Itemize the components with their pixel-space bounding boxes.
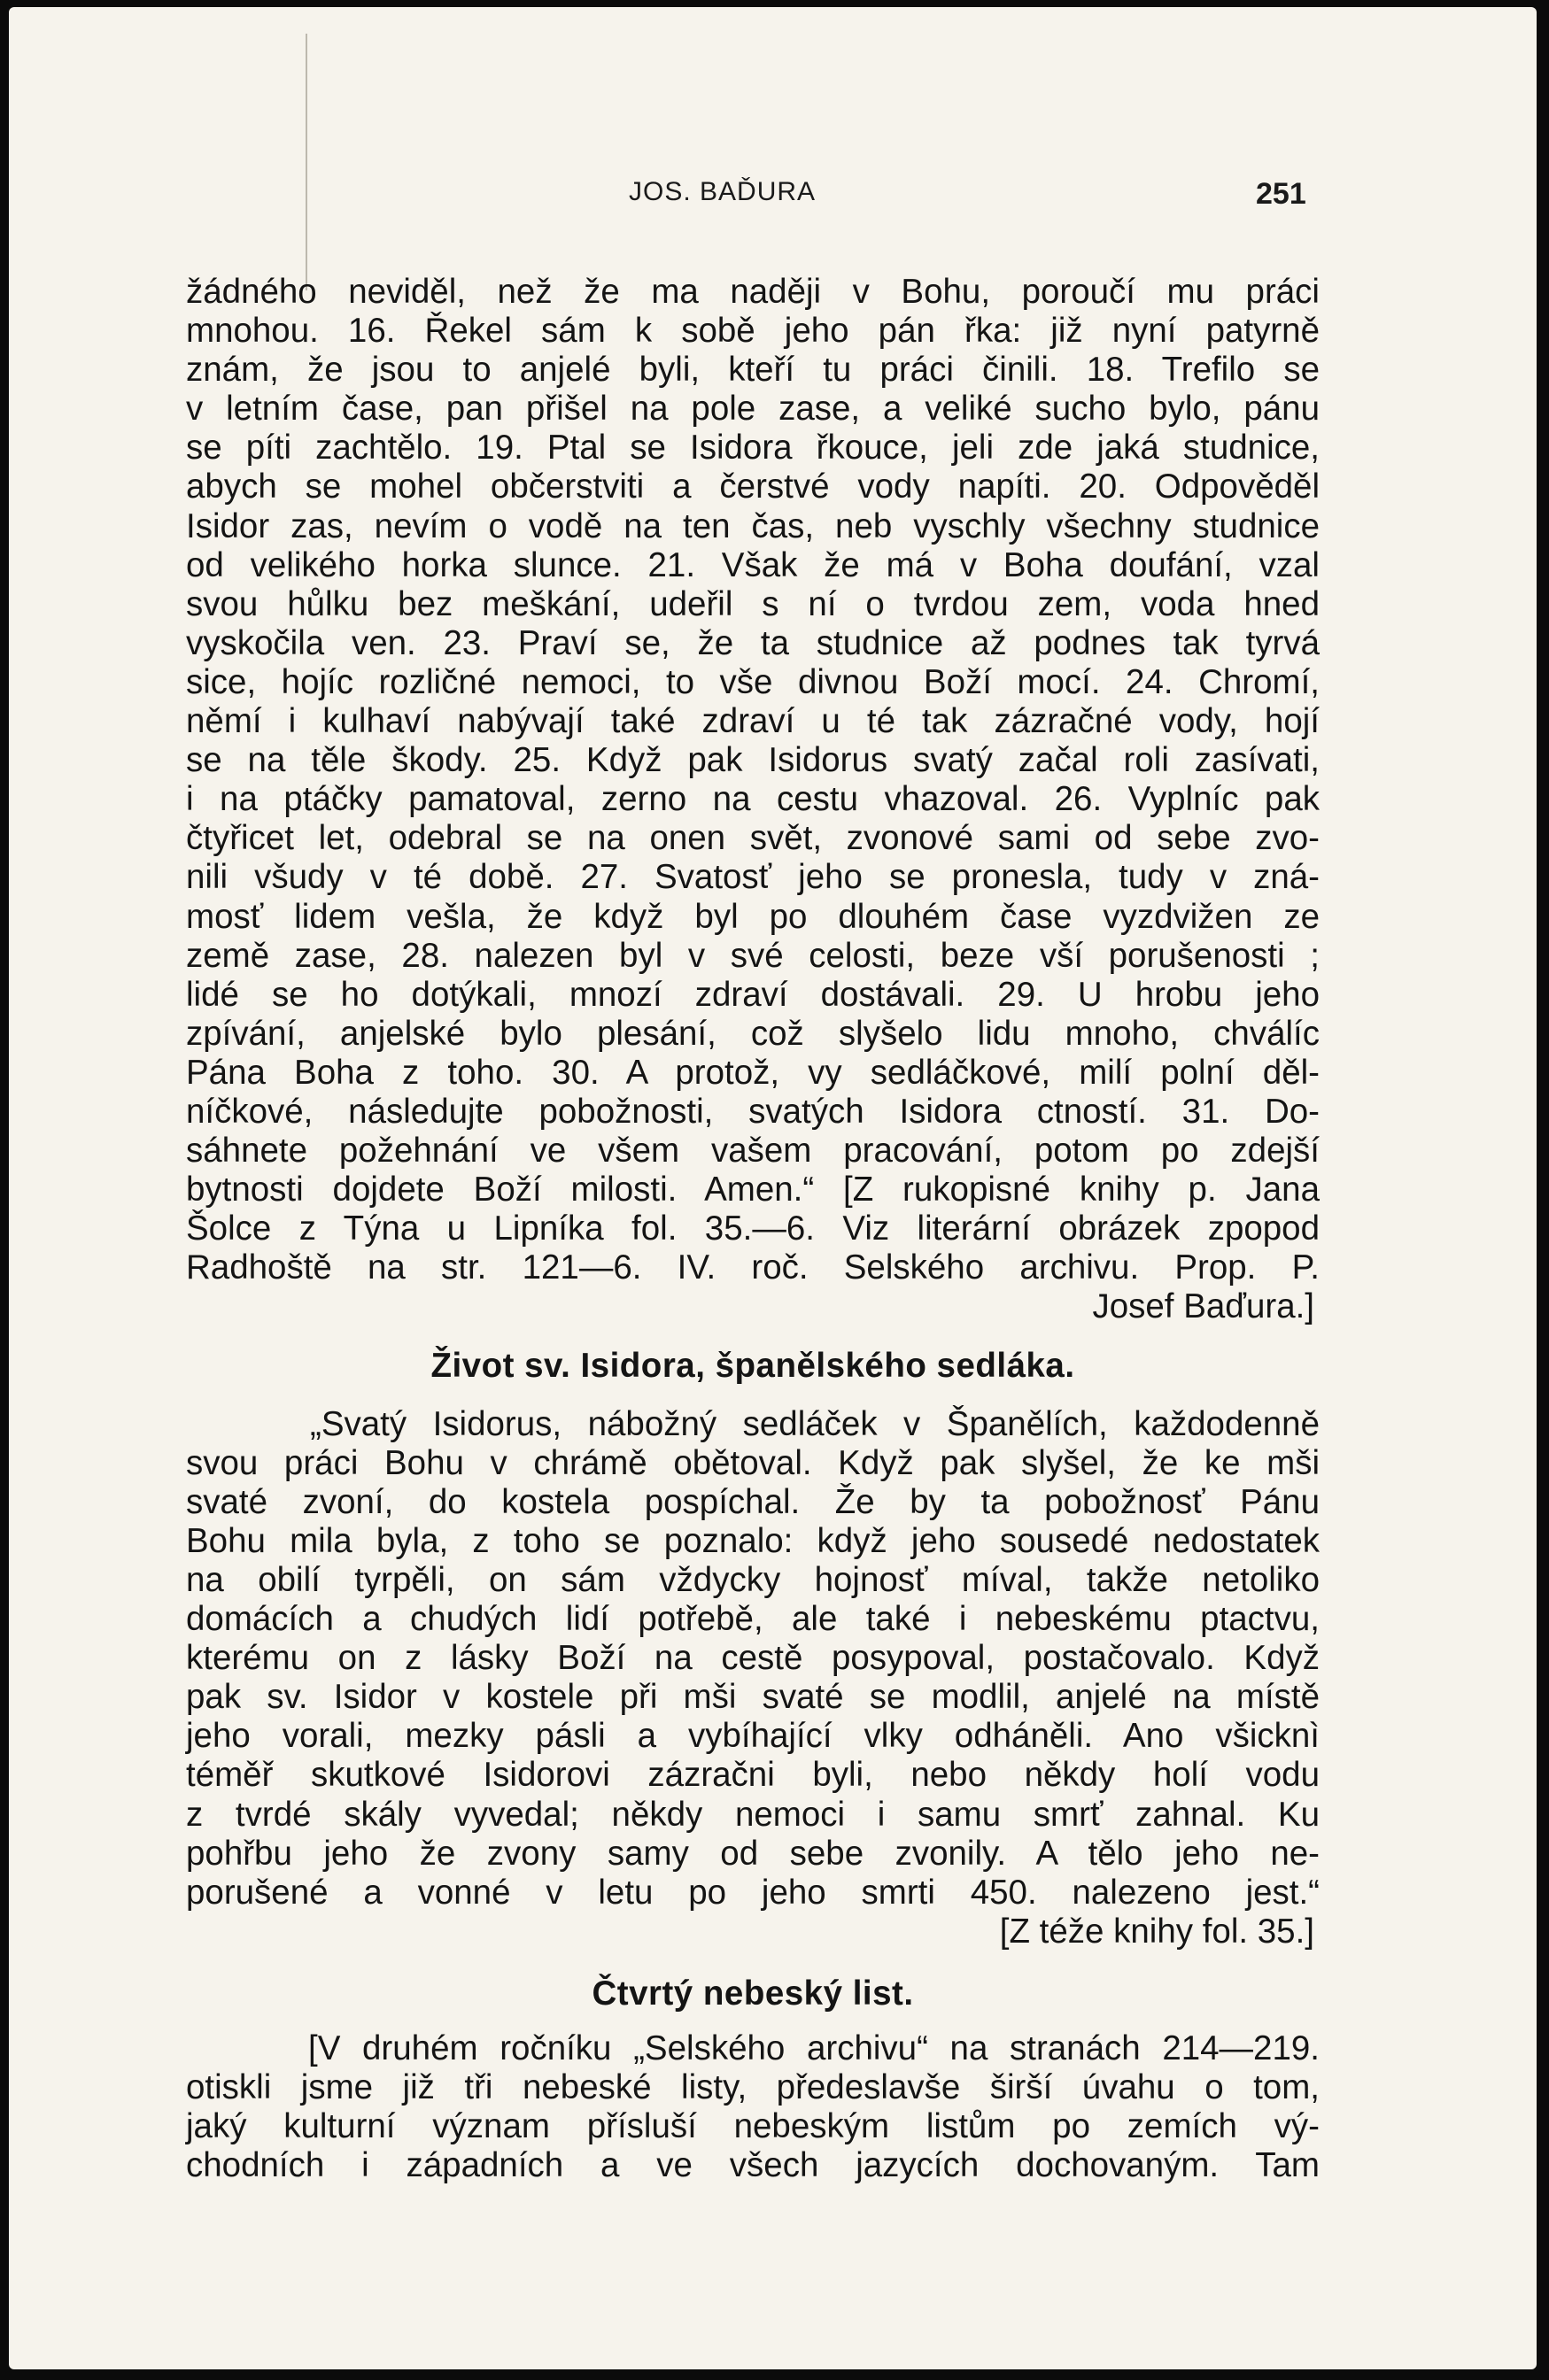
text-line: se na těle škody. 25. Když pak Isidorus svatý začal roli zasívati, [186, 741, 1320, 780]
section-heavenly-letter [186, 2029, 1320, 2185]
margin-rule [306, 34, 307, 290]
text-line: pak sv. Isidor v kostele při mši svaté se modlil, anjelé na místě [186, 1678, 1320, 1717]
section-isidor-life [186, 1405, 1320, 1951]
text-line: Bohu mila byla, z toho se poznalo: když jeho sousedé nedostatek [186, 1521, 1320, 1560]
text-line: otiskli jsme již tři nebeské listy, předeslavše širší úvahu o tom, [186, 2068, 1320, 2107]
text-line: níčkové, následujte pobožnosti, svatých Isidora ctností. 31. Do- [186, 1092, 1320, 1131]
text-line: chodních i západních a ve všech jazycích dochovaným. Tam [186, 2146, 1320, 2185]
text-line: Isidor zas, nevím o vodě na ten čas, neb vyschly všechny studnice [186, 506, 1320, 545]
text-line: jaký kulturní význam přísluší nebeským listům po zemích vý- [186, 2107, 1320, 2146]
page-number: 251 [1256, 177, 1306, 211]
text-line: mnohou. 16. Řekel sám k sobě jeho pán řka: již nyní patyrně [186, 312, 1320, 351]
text-line: jeho vorali, mezky pásli a vybíhající vlky odháněli. Ano všicknì [186, 1717, 1320, 1756]
text-line: sice, hojíc rozličné nemoci, to vše divnou Boží mocí. 24. Chromí, [186, 662, 1320, 701]
source-note: [Z téže knihy fol. 35.] [999, 1912, 1314, 1951]
text-line: pohřbu jeho že zvony samy od sebe zvonily. A tělo jeho ne- [186, 1834, 1320, 1873]
text-line: znám, že jsou to anjelé byli, kteří tu práci činili. 18. Trefilo se [186, 351, 1320, 390]
text-line: abych se mohel občerstviti a čerstvé vody napíti. 20. Odpověděl [186, 468, 1320, 506]
text-line: Šolce z Týna u Lipníka fol. 35.—6. Viz literární obrázek zpopod [186, 1209, 1320, 1248]
text-line: Pána Boha z toho. 30. A protož, vy sedláčkové, milí polní děl- [186, 1053, 1320, 1092]
text-line: od velikého horka slunce. 21. Však že má v Boha doufání, vzal [186, 545, 1320, 584]
text-line: svou práci Bohu v chrámě obětoval. Když pak slyšel, že ke mši [186, 1443, 1320, 1482]
text-line: bytnosti dojdete Boží milosti. Amen.“ [Z rukopisné knihy p. Jana [186, 1171, 1320, 1209]
text-line: země zase, 28. nalezen byl v své celosti, beze vší porušenosti ; [186, 936, 1320, 975]
section-isidor-song [186, 273, 1320, 1327]
text-line: „Svatý Isidorus, nábožný sedláček v Španělích, každodenně [310, 1404, 1320, 1443]
section-heading-isidor-life: Život sv. Isidora, španělského sedláka. [430, 1346, 1075, 1385]
section-heading-heavenly-letter: Čtvrtý nebeský list. [592, 1974, 914, 2013]
text-line: svaté zvoní, do kostela pospíchal. Že by ta pobožnosť Pánu [186, 1482, 1320, 1521]
text-line: v letním čase, pan přišel na pole zase, a veliké sucho bylo, pánu [186, 390, 1320, 429]
text-line: se píti zachtělo. 19. Ptal se Isidora řkouce, jeli zde jaká studnice, [186, 429, 1320, 468]
text-line: žádného neviděl, než že ma naději v Bohu, poroučí mu práci [186, 273, 1320, 311]
text-line: Radhoště na str. 121—6. IV. roč. Selského archivu. Prop. P. [186, 1248, 1320, 1287]
running-head: JOS. BAĎURA [629, 177, 817, 206]
text-line: němí i kulhaví nabývají také zdraví u té tak zázračné vody, hojí [186, 702, 1320, 741]
text-line: porušené a vonné v letu po jeho smrti 450. nalezeno jest.“ [186, 1873, 1320, 1912]
text-line: zpívání, anjelské bylo plesání, což slyšelo lidu mnoho, chválíc [186, 1014, 1320, 1053]
text-line: na obilí tyrpěli, on sám vždycky hojnosť míval, takže netoliko [186, 1561, 1320, 1599]
text-line: z tvrdé skály vyvedal; někdy nemoci i samu smrť zahnal. Ku [186, 1795, 1320, 1834]
signature: Josef Baďura.] [1092, 1287, 1314, 1326]
text-line: nili všudy v té době. 27. Svatosť jeho se pronesla, tudy v zná- [186, 858, 1320, 897]
text-line: domácích a chudých lidí potřebě, ale také i nebeskému ptactvu, [186, 1600, 1320, 1639]
text-line: vyskočila ven. 23. Praví se, že ta studnice až podnes tak tyrvá [186, 623, 1320, 662]
text-line: sáhnete požehnání ve všem vašem pracování, potom po zdejší [186, 1132, 1320, 1171]
text-line: téměř skutkové Isidorovi zázračni byli, nebo někdy holí vodu [186, 1756, 1320, 1795]
text-line: čtyřicet let, odebral se na onen svět, zvonové sami od sebe zvo- [186, 819, 1320, 858]
body-text [186, 273, 1320, 2185]
text-line: [V druhém ročníku „Selského archivu“ na stranách 214—219. [308, 2029, 1320, 2068]
text-line: lidé se ho dotýkali, mnozí zdraví dostávali. 29. U hrobu jeho [186, 975, 1320, 1014]
text-line: svou hůlku bez meškání, udeřil s ní o tvrdou zem, voda hned [186, 584, 1320, 623]
text-line: kterému on z lásky Boží na cestě posypoval, postačovalo. Když [186, 1639, 1320, 1678]
book-page [9, 7, 1537, 2369]
text-line: mosť lidem vešla, že když byl po dlouhém čase vyzdvižen ze [186, 897, 1320, 936]
text-line: i na ptáčky pamatoval, zerno na cestu vhazoval. 26. Vyplníc pak [186, 780, 1320, 819]
